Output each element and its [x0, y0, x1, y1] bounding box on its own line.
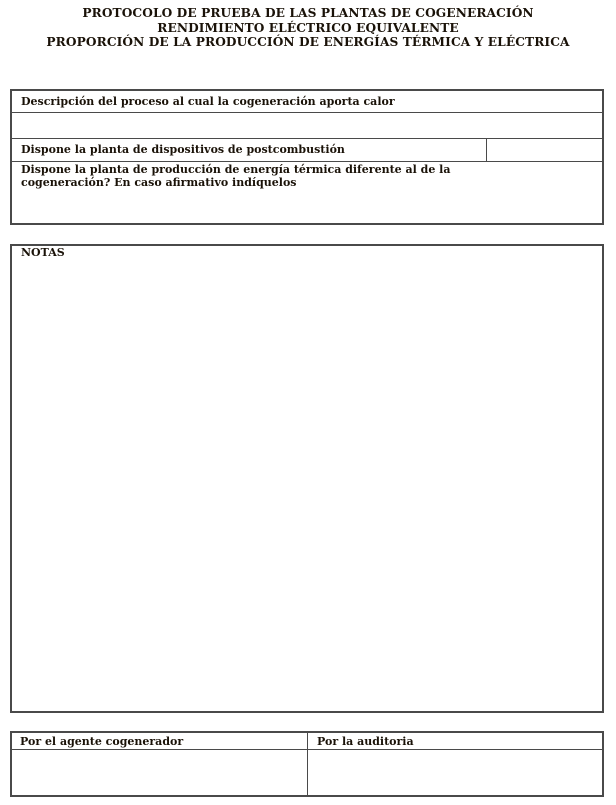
title-line-2: RENDIMIENTO ELÉCTRICO EQUIVALENTE: [157, 20, 459, 35]
row-divider: [12, 112, 602, 113]
other-thermal-field[interactable]: [14, 191, 602, 221]
postcombustion-label: Dispone la planta de dispositivos de postcombustión: [21, 143, 345, 156]
process-description-field[interactable]: [14, 115, 602, 137]
document-title: [0, 6, 616, 50]
agent-signature-label: Por el agente cogenerador: [20, 735, 184, 748]
process-info-table: [10, 89, 604, 225]
column-divider: [486, 138, 487, 161]
row-divider: [12, 138, 602, 139]
agent-signature-field[interactable]: [14, 753, 304, 793]
title-line-3: PROPORCIÓN DE LA PRODUCCIÓN DE ENERGÍAS TÉRMICA Y ELÉCTRICA: [46, 35, 570, 49]
column-divider: [307, 733, 308, 795]
title-line-1: PROTOCOLO DE PRUEBA DE LAS PLANTAS DE COGENERACIÓN: [82, 6, 534, 20]
process-description-label: Descripción del proceso al cual la cogeneración aporta calor: [21, 95, 395, 108]
audit-signature-field[interactable]: [311, 753, 601, 793]
postcombustion-field[interactable]: [490, 141, 600, 159]
other-thermal-label-line-1: Dispone la planta de producción de energía térmica diferente al de la: [21, 163, 451, 176]
notes-label: NOTAS: [21, 246, 65, 259]
signature-table: [10, 731, 604, 797]
row-divider: [12, 161, 602, 162]
notes-box: [10, 244, 604, 713]
audit-signature-label: Por la auditoria: [317, 735, 414, 748]
other-thermal-label-line-2: cogeneración? En caso afirmativo indíquelos: [21, 176, 297, 189]
notes-field[interactable]: [14, 262, 602, 707]
